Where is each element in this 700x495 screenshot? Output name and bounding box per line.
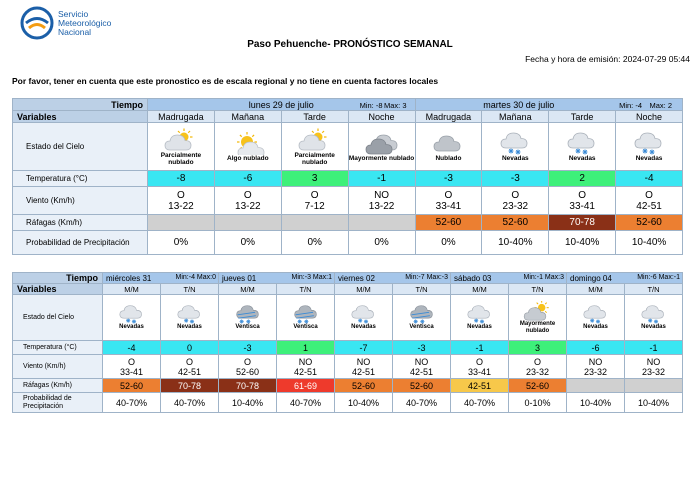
day-minmax: Min:-4 Max:0 bbox=[175, 273, 216, 281]
sky-label: Estado del Cielo bbox=[13, 295, 103, 341]
precip-cell bbox=[482, 231, 549, 255]
gust-value: 52-60 bbox=[351, 380, 376, 391]
wind-direction: O bbox=[645, 189, 653, 201]
gust-value: 70-78 bbox=[235, 380, 260, 391]
precip-probability: 10-40% bbox=[631, 237, 667, 248]
temperature-value: -7 bbox=[359, 342, 368, 353]
sky-cell bbox=[509, 295, 567, 341]
gust-value: 52-60 bbox=[409, 380, 434, 391]
sky-description: Parcialmente nublado bbox=[294, 151, 335, 166]
temperature-cell bbox=[103, 341, 161, 355]
snow-icon bbox=[581, 304, 610, 324]
wind-direction: NO bbox=[414, 356, 429, 367]
wind-speed: 42-51 bbox=[293, 366, 318, 377]
wind-direction: O bbox=[578, 189, 587, 201]
period-header bbox=[148, 111, 215, 123]
wind-direction: O bbox=[533, 356, 541, 367]
cloudy-icon bbox=[431, 131, 465, 155]
page-title: Paso Pehuenche- PRONÓSTICO SEMANAL bbox=[247, 39, 453, 50]
gust-cell bbox=[567, 379, 625, 393]
period-header bbox=[214, 111, 281, 123]
variables-header: Variables bbox=[13, 284, 103, 295]
wind-direction: O bbox=[127, 356, 135, 367]
gust-cell bbox=[281, 215, 348, 231]
precip-cell bbox=[277, 393, 335, 413]
sky-cell bbox=[616, 123, 683, 171]
precip-cell bbox=[335, 393, 393, 413]
sky-label: Estado del Cielo bbox=[13, 123, 148, 171]
sky-cell bbox=[219, 295, 277, 341]
gust-value: 70-78 bbox=[177, 380, 202, 391]
precip-probability: 0% bbox=[240, 237, 256, 248]
precip-cell bbox=[415, 231, 482, 255]
day-header bbox=[451, 273, 567, 284]
period-label: M/M bbox=[240, 284, 255, 294]
wind-speed: 13-22 bbox=[235, 200, 261, 212]
gust-value: 42-51 bbox=[467, 380, 492, 391]
temp-label: Temperatura (°C) bbox=[13, 341, 103, 355]
precip-probability: 40-70% bbox=[405, 397, 438, 408]
day-min: Min: -4 bbox=[619, 101, 642, 110]
wind-speed: 42-51 bbox=[351, 366, 376, 377]
partly-cloudy-icon bbox=[298, 128, 332, 152]
logo-line: Nacional bbox=[58, 27, 92, 37]
gust-label: Ráfagas (Km/h) bbox=[13, 379, 103, 393]
snow-icon bbox=[632, 131, 666, 155]
regional-notice: Por favor, tener en cuenta que este pronostico es de escala regional y no tiene en cuenta factores locales bbox=[12, 76, 439, 86]
temperature-value: -1 bbox=[377, 173, 387, 184]
gust-value: 70-78 bbox=[569, 217, 595, 228]
period-label: M/M bbox=[124, 284, 139, 294]
wind-cell bbox=[451, 355, 509, 379]
period-label: M/M bbox=[588, 284, 603, 294]
day-header bbox=[567, 273, 683, 284]
period-label: Madrugada bbox=[425, 111, 472, 122]
gust-cell bbox=[549, 215, 616, 231]
temperature-cell bbox=[277, 341, 335, 355]
sky-cell bbox=[148, 123, 215, 171]
wind-cell bbox=[335, 355, 393, 379]
temperature-value: -4 bbox=[127, 342, 136, 353]
temperature-cell bbox=[161, 341, 219, 355]
tiempo-header: Tiempo bbox=[13, 99, 148, 111]
sky-description: Nevadas bbox=[119, 324, 144, 330]
precip-cell bbox=[214, 231, 281, 255]
wind-cell bbox=[567, 355, 625, 379]
gust-cell bbox=[219, 379, 277, 393]
period-header bbox=[415, 111, 482, 123]
forecast-table-days-3-7 bbox=[12, 272, 683, 413]
wind-direction: O bbox=[511, 189, 520, 201]
wind-cell bbox=[214, 187, 281, 215]
precip-probability: 10-40% bbox=[347, 397, 380, 408]
precip-cell bbox=[625, 393, 683, 413]
day-name: jueves 01 bbox=[222, 273, 257, 283]
precip-probability: 40-70% bbox=[289, 397, 322, 408]
gust-value: 52-60 bbox=[636, 217, 662, 228]
snow-icon bbox=[498, 131, 532, 155]
period-header bbox=[348, 111, 415, 123]
precip-probability: 0% bbox=[374, 237, 389, 248]
wind-cell bbox=[103, 355, 161, 379]
wind-direction: NO bbox=[588, 356, 603, 367]
gust-cell bbox=[277, 379, 335, 393]
period-label: Noche bbox=[368, 111, 395, 122]
wind-speed: 13-22 bbox=[168, 200, 194, 212]
temperature-cell bbox=[451, 341, 509, 355]
period-header bbox=[482, 111, 549, 123]
sky-cell bbox=[567, 295, 625, 341]
sky-description: Ventisca bbox=[409, 324, 434, 330]
period-label: Madrugada bbox=[158, 111, 204, 122]
blizzard-icon bbox=[233, 304, 262, 324]
temperature-cell bbox=[348, 171, 415, 187]
precip-probability: 10-40% bbox=[579, 397, 612, 408]
temperature-value: 0 bbox=[186, 342, 192, 353]
gust-cell bbox=[161, 379, 219, 393]
sky-cell bbox=[393, 295, 451, 341]
wind-label: Viento (Km/h) bbox=[13, 355, 103, 379]
precip-probability: 40-70% bbox=[115, 397, 148, 408]
precip-cell bbox=[148, 231, 215, 255]
smn-logo-icon bbox=[20, 6, 54, 40]
sky-cell bbox=[549, 123, 616, 171]
temperature-cell bbox=[482, 171, 549, 187]
precip-cell bbox=[103, 393, 161, 413]
wind-direction: O bbox=[243, 189, 252, 201]
temperature-value: -3 bbox=[417, 342, 426, 353]
partly-sunny-icon bbox=[231, 131, 265, 155]
sky-description: Nevadas bbox=[635, 155, 663, 162]
temperature-cell bbox=[148, 171, 215, 187]
precip-probability: 10-40% bbox=[637, 397, 670, 408]
wind-speed: 42-51 bbox=[177, 366, 202, 377]
period-label: M/M bbox=[356, 284, 371, 294]
period-header bbox=[281, 111, 348, 123]
period-header bbox=[335, 284, 393, 295]
precip-cell bbox=[567, 393, 625, 413]
period-label: M/M bbox=[472, 284, 487, 294]
sky-description: Nevadas bbox=[177, 324, 202, 330]
precip-cell bbox=[509, 393, 567, 413]
temperature-value: -1 bbox=[475, 342, 484, 353]
temperature-cell bbox=[415, 171, 482, 187]
precip-probability: 0% bbox=[441, 237, 456, 248]
gust-cell bbox=[393, 379, 451, 393]
sky-cell bbox=[214, 123, 281, 171]
gust-cell bbox=[335, 379, 393, 393]
temperature-cell bbox=[549, 171, 616, 187]
period-header bbox=[277, 284, 335, 295]
temperature-cell bbox=[393, 341, 451, 355]
temperature-value: -3 bbox=[443, 173, 453, 184]
temperature-cell bbox=[335, 341, 393, 355]
sky-description: Nevadas bbox=[501, 155, 529, 162]
gust-label: Ráfagas (Km/h) bbox=[13, 215, 148, 231]
wind-cell bbox=[148, 187, 215, 215]
wind-cell bbox=[219, 355, 277, 379]
temperature-cell bbox=[219, 341, 277, 355]
sky-description: Nevadas bbox=[568, 155, 596, 162]
wind-direction: O bbox=[310, 189, 319, 201]
day-header bbox=[103, 273, 219, 284]
day-name: domingo 04 bbox=[570, 273, 612, 283]
gust-cell bbox=[625, 379, 683, 393]
wind-cell bbox=[415, 187, 482, 215]
precip-probability: 10-40% bbox=[564, 237, 600, 248]
sky-description: Nevadas bbox=[583, 324, 608, 330]
gust-cell bbox=[482, 215, 549, 231]
wind-speed: 23-32 bbox=[525, 366, 550, 377]
snow-icon bbox=[349, 304, 378, 324]
wind-cell bbox=[549, 187, 616, 215]
sky-description: Nevadas bbox=[467, 324, 492, 330]
blizzard-icon bbox=[407, 304, 436, 324]
period-label: Tarde bbox=[570, 111, 594, 122]
day-name: sábado 03 bbox=[454, 273, 492, 283]
wind-speed: 42-51 bbox=[409, 366, 434, 377]
sky-description: Algo nublado bbox=[227, 155, 269, 162]
blizzard-icon bbox=[291, 304, 320, 324]
period-header bbox=[509, 284, 567, 295]
sky-description: Nublado bbox=[435, 155, 462, 162]
gust-cell bbox=[214, 215, 281, 231]
sky-cell bbox=[335, 295, 393, 341]
logo-text bbox=[58, 10, 111, 37]
period-header bbox=[625, 284, 683, 295]
period-header bbox=[549, 111, 616, 123]
wind-cell bbox=[482, 187, 549, 215]
sky-cell bbox=[277, 295, 335, 341]
wind-speed: 52-60 bbox=[235, 366, 260, 377]
temperature-value: -8 bbox=[176, 173, 186, 184]
temperature-cell bbox=[509, 341, 567, 355]
temperature-value: -6 bbox=[591, 342, 600, 353]
sky-cell bbox=[281, 123, 348, 171]
period-header bbox=[616, 111, 683, 123]
gust-cell bbox=[348, 215, 415, 231]
temperature-cell bbox=[214, 171, 281, 187]
period-label: T/N bbox=[531, 284, 544, 294]
sky-cell bbox=[415, 123, 482, 171]
precip-probability: 0-10% bbox=[524, 397, 551, 408]
wind-direction: O bbox=[177, 189, 185, 201]
temperature-value: 3 bbox=[534, 342, 540, 353]
snow-icon bbox=[465, 304, 494, 324]
wind-direction: O bbox=[475, 356, 483, 367]
day-name: viernes 02 bbox=[338, 273, 375, 283]
sky-cell bbox=[161, 295, 219, 341]
gust-cell bbox=[415, 215, 482, 231]
temperature-value: 1 bbox=[302, 342, 308, 353]
gust-cell bbox=[103, 379, 161, 393]
prob-label: Probabilidad de Precipitación bbox=[13, 231, 148, 255]
sky-description: Mayormente nublado bbox=[519, 320, 556, 334]
temperature-cell bbox=[616, 171, 683, 187]
prob-label: Probabilidad de Precipitación bbox=[13, 393, 103, 413]
wind-direction: NO bbox=[374, 189, 390, 201]
wind-speed: 33-41 bbox=[467, 366, 492, 377]
temperature-value: -6 bbox=[243, 173, 253, 184]
gust-cell bbox=[148, 215, 215, 231]
sky-description: Nevadas bbox=[351, 324, 376, 330]
period-label: Tarde bbox=[303, 111, 326, 122]
gust-cell bbox=[509, 379, 567, 393]
period-label: T/N bbox=[299, 284, 312, 294]
precip-cell bbox=[451, 393, 509, 413]
wind-direction: O bbox=[185, 356, 193, 367]
period-header bbox=[567, 284, 625, 295]
day-header bbox=[415, 99, 683, 111]
precip-probability: 10-40% bbox=[231, 397, 264, 408]
period-header bbox=[103, 284, 161, 295]
period-label: T/N bbox=[647, 284, 660, 294]
day-header bbox=[219, 273, 335, 284]
issue-datetime: Fecha y hora de emisión: 2024-07-29 05:44 bbox=[525, 54, 690, 64]
wind-speed: 23-32 bbox=[641, 366, 666, 377]
temp-label: Temperatura (°C) bbox=[13, 171, 148, 187]
partly-cloudy-icon bbox=[164, 128, 198, 152]
day-header bbox=[335, 273, 451, 284]
wind-speed: 33-41 bbox=[435, 200, 462, 212]
logo-line: Servicio bbox=[58, 9, 89, 19]
temperature-value: -3 bbox=[510, 173, 520, 184]
day-minmax: Min:-1 Max:3 bbox=[523, 273, 564, 281]
gust-value: 52-60 bbox=[435, 217, 462, 228]
precip-cell bbox=[161, 393, 219, 413]
day-minmax: Min:-6 Max:-1 bbox=[637, 273, 680, 281]
wind-cell bbox=[509, 355, 567, 379]
wind-cell bbox=[393, 355, 451, 379]
temperature-value: -4 bbox=[644, 173, 654, 184]
snow-icon bbox=[117, 304, 146, 324]
gust-value: 61-69 bbox=[293, 380, 318, 391]
wind-direction: NO bbox=[298, 356, 313, 367]
sky-cell bbox=[103, 295, 161, 341]
period-header bbox=[219, 284, 277, 295]
wind-direction: O bbox=[444, 189, 453, 201]
precip-probability: 0% bbox=[307, 237, 322, 248]
mostly-cloudy-day-icon bbox=[523, 301, 552, 321]
gust-value: 52-60 bbox=[525, 380, 550, 391]
wind-cell bbox=[616, 187, 683, 215]
wind-speed: 23-32 bbox=[502, 200, 529, 212]
sky-description: Nevadas bbox=[641, 324, 666, 330]
precip-cell bbox=[549, 231, 616, 255]
precip-cell bbox=[219, 393, 277, 413]
precip-cell bbox=[348, 231, 415, 255]
period-header bbox=[451, 284, 509, 295]
precip-cell bbox=[281, 231, 348, 255]
day-minmax: Min:-7 Max:-3 bbox=[405, 273, 448, 281]
temperature-cell bbox=[625, 341, 683, 355]
mostly-cloudy-night-icon bbox=[365, 131, 399, 155]
day-name: martes 30 de julio bbox=[483, 100, 555, 110]
wind-speed: 13-22 bbox=[368, 200, 395, 212]
sky-cell bbox=[625, 295, 683, 341]
period-header bbox=[161, 284, 219, 295]
sky-cell bbox=[482, 123, 549, 171]
gust-cell bbox=[616, 215, 683, 231]
day-name: miércoles 31 bbox=[106, 273, 152, 283]
sky-description: Ventisca bbox=[235, 324, 260, 330]
snow-icon bbox=[565, 131, 599, 155]
temperature-value: 2 bbox=[579, 173, 585, 184]
snow-icon bbox=[639, 304, 668, 324]
precip-probability: 40-70% bbox=[173, 397, 206, 408]
period-label: Mañana bbox=[231, 111, 265, 122]
smn-logo bbox=[20, 6, 160, 42]
wind-speed: 33-41 bbox=[569, 200, 595, 212]
wind-direction: NO bbox=[356, 356, 371, 367]
temperature-cell bbox=[281, 171, 348, 187]
wind-cell bbox=[625, 355, 683, 379]
temperature-value: -1 bbox=[649, 342, 658, 353]
gust-value: 52-60 bbox=[119, 380, 144, 391]
day-max: Max: 3 bbox=[383, 101, 407, 110]
day-header bbox=[148, 99, 416, 111]
wind-cell bbox=[348, 187, 415, 215]
sky-cell bbox=[451, 295, 509, 341]
sky-description: Ventisca bbox=[293, 324, 318, 330]
tiempo-header: Tiempo bbox=[13, 273, 103, 284]
period-header bbox=[393, 284, 451, 295]
wind-speed: 7-12 bbox=[304, 200, 325, 212]
period-label: T/N bbox=[183, 284, 196, 294]
day-minmax: Min:-3 Max:1 bbox=[291, 273, 332, 281]
period-label: Mañana bbox=[499, 111, 532, 122]
wind-cell bbox=[161, 355, 219, 379]
wind-cell bbox=[277, 355, 335, 379]
gust-value: 52-60 bbox=[502, 217, 529, 228]
logo-line: Meteorológico bbox=[58, 18, 112, 28]
gust-cell bbox=[451, 379, 509, 393]
sky-description: Mayormente nublado bbox=[348, 155, 415, 162]
precip-probability: 0% bbox=[173, 237, 189, 248]
day-max: Max: 2 bbox=[649, 101, 672, 110]
sky-cell bbox=[348, 123, 415, 171]
wind-direction: NO bbox=[646, 356, 661, 367]
wind-label: Viento (Km/h) bbox=[13, 187, 148, 215]
day-name: lunes 29 de julio bbox=[248, 100, 314, 110]
wind-speed: 42-51 bbox=[636, 200, 662, 212]
wind-direction: O bbox=[243, 356, 251, 367]
precip-probability: 10-40% bbox=[498, 237, 533, 248]
wind-speed: 23-32 bbox=[583, 366, 608, 377]
variables-header: Variables bbox=[13, 111, 148, 123]
forecast-table-days-1-2 bbox=[12, 98, 683, 255]
temperature-value: -3 bbox=[243, 342, 252, 353]
wind-speed: 33-41 bbox=[119, 366, 144, 377]
wind-cell bbox=[281, 187, 348, 215]
precip-probability: 40-70% bbox=[463, 397, 496, 408]
snow-icon bbox=[175, 304, 204, 324]
temperature-cell bbox=[567, 341, 625, 355]
sky-description: Parcialmente nublado bbox=[160, 151, 202, 166]
precip-cell bbox=[393, 393, 451, 413]
precip-cell bbox=[616, 231, 683, 255]
period-label: Noche bbox=[636, 111, 663, 122]
temperature-value: 3 bbox=[311, 173, 318, 184]
day-min: Min: -8 bbox=[359, 101, 383, 110]
period-label: T/N bbox=[415, 284, 428, 294]
